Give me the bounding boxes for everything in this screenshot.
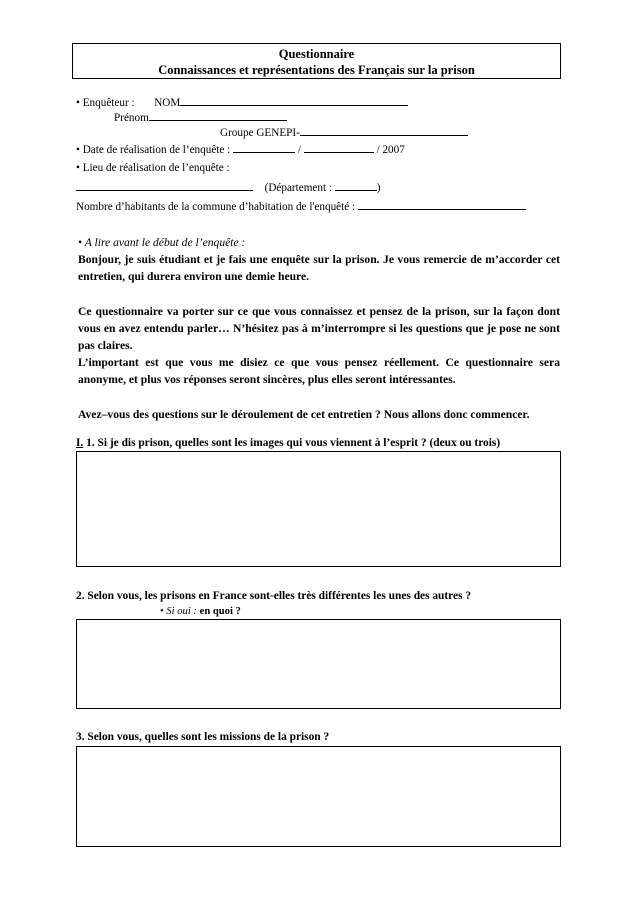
lieu-row bbox=[76, 162, 230, 174]
intro-block bbox=[78, 234, 560, 423]
enqueteur-row bbox=[76, 96, 408, 109]
nom-field[interactable] bbox=[180, 96, 408, 106]
answer-box-2[interactable] bbox=[76, 619, 561, 709]
groupe-row bbox=[220, 126, 468, 139]
intro-paragraph-2: Ce questionnaire va porter sur ce que vous connaissez et pensez de la prison, sur la façon dont vous en avez entendu parler… N’hésitez pas à m’interrompre si les questions que je pose ne sont pas claires. bbox=[78, 304, 560, 353]
answer-box-3[interactable] bbox=[76, 746, 561, 847]
question-2-sub-label: • Si oui : bbox=[160, 606, 197, 617]
question-2-sub-text: en quoi ? bbox=[196, 606, 241, 617]
enqueteur-label: • Enquêteur : bbox=[76, 97, 135, 109]
departement-field[interactable] bbox=[335, 181, 377, 191]
date-year: / 2007 bbox=[376, 144, 405, 156]
question-3: 3. Selon vous, quelles sont les missions de la prison ? bbox=[76, 731, 330, 743]
habitants-field[interactable] bbox=[358, 200, 526, 210]
departement-label: (Département : bbox=[264, 182, 332, 194]
lieu-field-row bbox=[76, 181, 381, 194]
lieu-field[interactable] bbox=[76, 181, 253, 191]
date-label: • Date de réalisation de l’enquête : bbox=[76, 144, 231, 156]
habitants-label: Nombre d’habitants de la commune d’habitation de l'enquêté : bbox=[76, 201, 356, 213]
groupe-field[interactable] bbox=[300, 126, 468, 136]
prenom-field[interactable] bbox=[149, 111, 287, 121]
document-title: Questionnaire bbox=[278, 47, 355, 61]
intro-paragraph-3: L’important est que vous me disiez ce que vous pensez réellement. Ce questionnaire sera anonyme, et plus vos réponses seront sincères, plus elles seront intéressantes. bbox=[78, 356, 560, 387]
question-2: 2. Selon vous, les prisons en France sont-elles très différentes les unes des autres ? bbox=[76, 590, 472, 602]
lieu-label: • Lieu de réalisation de l’enquête : bbox=[76, 162, 230, 174]
groupe-label: Groupe GENEPI- bbox=[220, 127, 300, 139]
title-box bbox=[72, 43, 561, 79]
date-row bbox=[76, 143, 405, 156]
question-2-sub bbox=[160, 606, 241, 617]
answer-box-1[interactable] bbox=[76, 451, 561, 567]
intro-paragraph-1: Bonjour, je suis étudiant et je fais une enquête sur la prison. Je vous remercie de m’accorder cet entretien, qui durera environ une demie heure. bbox=[78, 253, 560, 284]
habitants-row bbox=[76, 200, 526, 213]
prenom-row bbox=[114, 111, 287, 124]
date-separator: / bbox=[297, 144, 301, 156]
question-1-text: 1. Si je dis prison, quelles sont les images qui vous viennent à l’esprit ? (deux ou trois) bbox=[83, 437, 501, 449]
departement-close: ) bbox=[376, 182, 381, 194]
prenom-label: Prénom bbox=[114, 112, 149, 124]
date-month-field[interactable] bbox=[304, 143, 374, 153]
nom-label: NOM bbox=[154, 97, 181, 109]
date-day-field[interactable] bbox=[233, 143, 295, 153]
question-1 bbox=[76, 437, 500, 449]
intro-paragraph-4: Avez–vous des questions sur le déroulement de cet entretien ? Nous allons donc commencer. bbox=[78, 407, 530, 421]
section-number: I. bbox=[76, 437, 84, 449]
document-subtitle: Connaissances et représentations des Français sur la prison bbox=[158, 63, 475, 77]
intro-lead: • A lire avant le début de l’enquête : bbox=[78, 236, 246, 249]
